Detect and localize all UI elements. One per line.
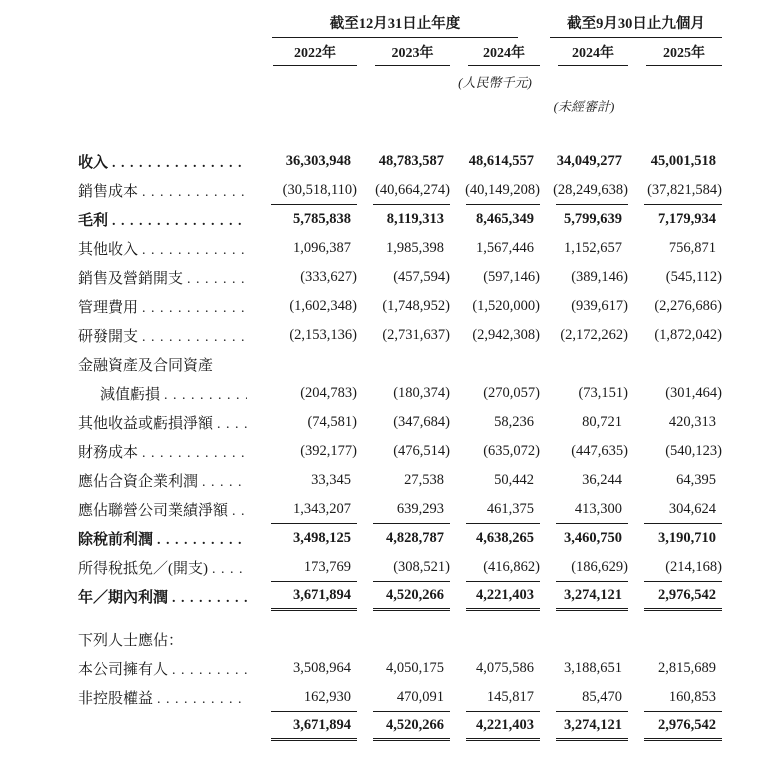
value-cell: (540,123) — [665, 443, 722, 459]
value-cell: 3,274,121 — [556, 582, 628, 611]
value-cell: 3,188,651 — [564, 660, 622, 676]
row-label-text: 所得稅抵免／(開支) — [78, 561, 208, 577]
value-cell — [466, 625, 540, 654]
value-cell: (447,635) — [571, 443, 628, 459]
dot-leader — [138, 184, 247, 201]
row-label — [78, 528, 255, 549]
value-cell: 45,001,518 — [650, 153, 716, 169]
value-cell: 4,221,403 — [466, 582, 540, 611]
value-cell: 3,498,125 — [293, 530, 351, 546]
value-cell: 3,190,710 — [658, 530, 716, 546]
table-row — [78, 524, 775, 553]
currency-note-row — [78, 66, 775, 90]
row-label — [78, 499, 255, 520]
value-cell: (2,942,308) — [472, 327, 540, 343]
table-row — [78, 379, 775, 408]
value-cell: 8,465,349 — [476, 211, 534, 227]
year-header-row — [78, 38, 775, 66]
dot-leader — [153, 532, 247, 549]
currency-note: (人民幣千元) — [458, 75, 532, 90]
value-cell — [556, 350, 628, 379]
dot-leader — [168, 662, 247, 679]
value-cell: 2,976,542 — [644, 712, 722, 741]
value-cell: 5,799,639 — [564, 211, 622, 227]
dot-leader — [160, 387, 247, 404]
value-cell: (416,862) — [466, 553, 540, 582]
value-cell: 2,976,542 — [644, 582, 722, 611]
value-cell: 3,671,894 — [271, 712, 357, 741]
table-row — [78, 147, 775, 176]
value-cell: 27,538 — [404, 472, 444, 488]
table-row — [78, 234, 775, 263]
table-row — [78, 292, 775, 321]
value-cell: (457,594) — [393, 269, 450, 285]
value-cell: (476,514) — [393, 443, 450, 459]
column-header-2023: 2023年 — [375, 42, 450, 66]
dot-leader — [108, 155, 247, 172]
row-label-text: 研發開支 — [78, 329, 139, 345]
value-cell: 4,075,586 — [476, 660, 534, 676]
value-cell — [644, 350, 722, 379]
value-cell: (30,518,110) — [271, 176, 357, 205]
value-cell: (40,664,274) — [373, 176, 450, 205]
value-cell: (347,684) — [393, 414, 450, 430]
row-label — [78, 412, 255, 433]
value-cell: (392,177) — [300, 443, 357, 459]
value-cell: (2,153,136) — [289, 327, 357, 343]
value-cell: (186,629) — [556, 553, 628, 582]
column-header-2024: 2024年 — [468, 42, 540, 66]
table-row — [78, 553, 775, 582]
row-label — [78, 151, 255, 172]
value-cell: (180,374) — [393, 385, 450, 401]
value-cell: 160,853 — [644, 683, 722, 712]
value-cell: 33,345 — [311, 472, 351, 488]
value-cell: 4,638,265 — [476, 530, 534, 546]
dot-leader — [213, 416, 247, 433]
value-cell: 639,293 — [373, 495, 450, 524]
dot-leader — [153, 691, 247, 708]
row-label-text: 下列人士應佔： — [78, 633, 184, 649]
period-group-year-ended: 截至12月31日止年度 — [272, 12, 518, 38]
value-cell: 173,769 — [271, 553, 357, 582]
value-cell: 461,375 — [466, 495, 540, 524]
dot-leader — [183, 271, 247, 288]
dot-leader — [208, 561, 247, 578]
dot-leader — [108, 213, 247, 230]
row-label-text: 收入 — [78, 155, 109, 171]
row-label — [78, 629, 255, 650]
table-row — [78, 205, 775, 234]
value-cell: (1,602,348) — [289, 298, 357, 314]
value-cell: 756,871 — [668, 240, 716, 256]
value-cell: 2,815,689 — [658, 660, 716, 676]
value-cell: 36,303,948 — [285, 153, 351, 169]
table-row — [78, 712, 775, 741]
value-cell — [644, 625, 722, 654]
value-cell: (597,146) — [483, 269, 540, 285]
value-cell: (74,581) — [307, 414, 357, 430]
value-cell: 48,614,557 — [468, 153, 534, 169]
value-cell: (270,057) — [483, 385, 540, 401]
row-label-text: 銷售及營銷開支 — [78, 271, 184, 287]
value-cell: (37,821,584) — [644, 176, 722, 205]
table-row — [78, 466, 775, 495]
value-cell: 413,300 — [556, 495, 628, 524]
row-label — [78, 687, 255, 708]
period-group-nine-months: 截至9月30日止九個月 — [550, 12, 722, 38]
row-label — [78, 557, 255, 578]
row-label — [78, 383, 255, 404]
value-cell: 1,985,398 — [386, 240, 444, 256]
row-label — [78, 180, 255, 201]
value-cell: 80,721 — [582, 414, 622, 430]
value-cell: 48,783,587 — [378, 153, 444, 169]
value-cell: 4,520,266 — [373, 582, 450, 611]
row-label-text: 除稅前利潤 — [78, 532, 154, 548]
table-row — [78, 683, 775, 712]
value-cell — [373, 350, 450, 379]
value-cell: (73,151) — [578, 385, 628, 401]
row-label-text: 銷售成本 — [78, 184, 139, 200]
value-cell: 145,817 — [466, 683, 540, 712]
row-label-text: 管理費用 — [78, 300, 139, 316]
value-cell: 3,508,964 — [293, 660, 351, 676]
value-cell — [271, 350, 357, 379]
row-label-text: 毛利 — [78, 213, 109, 229]
value-cell: (214,168) — [644, 553, 722, 582]
dot-leader — [138, 300, 247, 317]
value-cell: (1,748,952) — [382, 298, 450, 314]
value-cell: 1,096,387 — [293, 240, 351, 256]
column-header-2024-9m: 2024年 — [558, 42, 628, 66]
dot-leader — [138, 329, 247, 346]
value-cell: 34,049,277 — [556, 153, 622, 169]
row-label-text: 本公司擁有人 — [78, 662, 169, 678]
value-cell: (2,276,686) — [654, 298, 722, 314]
row-label-text: 其他收益或虧損淨額 — [78, 416, 214, 432]
value-cell: 5,785,838 — [293, 211, 351, 227]
value-cell: 162,930 — [271, 683, 357, 712]
row-label — [78, 441, 255, 462]
row-label — [78, 325, 255, 346]
column-header-2025: 2025年 — [646, 42, 722, 66]
value-cell — [373, 625, 450, 654]
value-cell: (545,112) — [665, 269, 722, 285]
value-cell: (1,872,042) — [654, 327, 722, 343]
dot-leader — [198, 474, 247, 491]
value-cell: 4,221,403 — [466, 712, 540, 741]
value-cell: 3,274,121 — [556, 712, 628, 741]
value-cell: (2,731,637) — [382, 327, 450, 343]
value-cell: 64,395 — [676, 472, 716, 488]
value-cell: 8,119,313 — [386, 211, 444, 227]
value-cell: (389,146) — [571, 269, 628, 285]
dot-leader — [138, 242, 247, 259]
income-statement-rows — [78, 147, 775, 741]
table-row — [78, 408, 775, 437]
column-header-2022: 2022年 — [273, 42, 357, 66]
row-label-text: 減值虧損 — [100, 387, 161, 403]
value-cell: (308,521) — [373, 553, 450, 582]
value-cell: 1,152,657 — [564, 240, 622, 256]
row-label-text: 應佔聯營公司業績淨額 — [78, 503, 229, 519]
value-cell: 85,470 — [556, 683, 628, 712]
value-cell: (2,172,262) — [560, 327, 628, 343]
value-cell: 304,624 — [644, 495, 722, 524]
value-cell: (40,149,208) — [466, 176, 540, 205]
table-row — [78, 625, 775, 654]
value-cell: 1,567,446 — [476, 240, 534, 256]
value-cell: 7,179,934 — [658, 211, 716, 227]
row-label-text: 年／期內利潤 — [78, 590, 169, 606]
value-cell: (939,617) — [571, 298, 628, 314]
row-label — [78, 354, 255, 375]
value-cell: 4,520,266 — [373, 712, 450, 741]
value-cell: (28,249,638) — [556, 176, 628, 205]
value-cell: (301,464) — [665, 385, 722, 401]
value-cell: (204,783) — [300, 385, 357, 401]
value-cell: 3,460,750 — [564, 530, 622, 546]
row-label — [78, 470, 255, 491]
value-cell: 58,236 — [494, 414, 534, 430]
row-label — [78, 296, 255, 317]
value-cell: 4,050,175 — [386, 660, 444, 676]
value-cell: 50,442 — [494, 472, 534, 488]
table-row — [78, 263, 775, 292]
row-label-text: 非控股權益 — [78, 691, 154, 707]
row-label — [78, 586, 255, 607]
table-row — [78, 321, 775, 350]
value-cell: 3,671,894 — [271, 582, 357, 611]
audit-note-row — [78, 90, 775, 114]
table-row — [78, 582, 775, 611]
row-label-text: 金融資產及合同資產 — [78, 358, 214, 374]
row-label-text: 應佔合資企業利潤 — [78, 474, 199, 490]
dot-leader — [228, 503, 247, 520]
row-label — [78, 209, 255, 230]
value-cell — [271, 625, 357, 654]
value-cell: 420,313 — [668, 414, 716, 430]
table-row — [78, 176, 775, 205]
period-group-header-row — [78, 8, 775, 38]
unaudited-note: (未經審計) — [553, 99, 615, 114]
dot-leader — [168, 590, 247, 607]
table-row — [78, 654, 775, 683]
row-label — [78, 238, 255, 259]
value-cell: (333,627) — [300, 269, 357, 285]
row-label — [78, 267, 255, 288]
table-row — [78, 495, 775, 524]
value-cell — [556, 625, 628, 654]
row-label-text: 其他收入 — [78, 242, 139, 258]
value-cell: 470,091 — [373, 683, 450, 712]
value-cell: 1,343,207 — [271, 495, 357, 524]
value-cell: (635,072) — [483, 443, 540, 459]
value-cell: 4,828,787 — [386, 530, 444, 546]
table-row — [78, 437, 775, 466]
value-cell — [466, 350, 540, 379]
value-cell: 36,244 — [582, 472, 622, 488]
row-label — [78, 658, 255, 679]
dot-leader — [138, 445, 247, 462]
table-row — [78, 350, 775, 379]
value-cell: (1,520,000) — [472, 298, 540, 314]
row-label-text: 財務成本 — [78, 445, 139, 461]
